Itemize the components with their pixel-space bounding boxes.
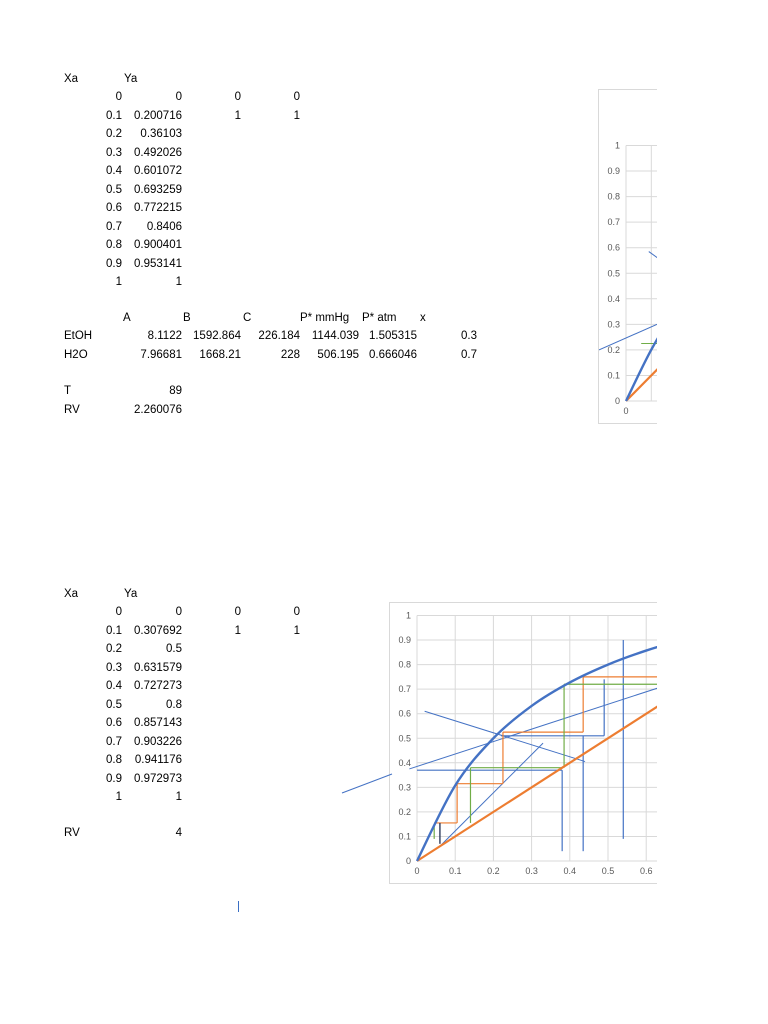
sheet1-cell-r9c1[interactable]: 0.953141 [134,257,182,270]
chart1-ytick: 0.3 [607,319,620,330]
sheet1-antoine-r0c3[interactable]: 226.184 [258,330,300,342]
sheet1-antoine-r0c4[interactable]: 1144.039 [311,330,359,342]
chart2-ytick: 0 [405,856,411,866]
operating-line-extension [342,774,392,793]
sheet2-cell-r0c1[interactable]: 0 [175,606,182,618]
sheet1-col-x[interactable]: x [420,312,426,324]
sheet2-cell-r6c0[interactable]: 0.6 [106,717,122,729]
sheet2-header-ya[interactable]: Ya [124,588,138,600]
chart2-xtick: 0.5 [601,866,615,876]
sheet2-cell-r7c1[interactable]: 0.903226 [134,735,182,748]
sheet1-col-patm[interactable]: P* atm [362,312,397,324]
chart2-xtick: 0.6 [639,866,653,876]
sheet1-col-c[interactable]: C [243,312,252,324]
chart1-ytick: 0.9 [607,166,620,177]
chart1-operating-line-2 [649,252,657,258]
sheet2-cell-r0c0[interactable]: 0 [115,606,122,618]
sheet1-cell-r0c3[interactable]: 0 [293,91,300,103]
chart2-xtick: 0.3 [525,866,538,876]
chart1-ytick: 0.7 [607,217,620,228]
chart2-ytick: 0.9 [398,635,411,646]
sheet1-antoine-r0c6[interactable]: 0.3 [461,330,477,342]
sheet1-col-pmmhg[interactable]: P* mmHg [300,312,350,324]
sheet2-cell-r9c0[interactable]: 0.9 [106,772,122,785]
sheet1-header-ya[interactable]: Ya [124,73,138,85]
sheet1-cell-r6c1[interactable]: 0.772215 [134,202,182,214]
sheet1-cell-r3c0[interactable]: 0.3 [106,146,122,159]
sheet1-param-label-1[interactable]: RV [64,403,80,416]
sheet1-param-value-0[interactable]: 89 [169,385,182,397]
sheet1-antoine-label-1[interactable]: H2O [64,348,88,361]
chart2-ytick: 0.1 [398,831,411,842]
chart2-xtick: 0 [414,866,420,876]
sheet1-cell-r4c1[interactable]: 0.601072 [134,165,182,177]
sheet1-cell-r5c0[interactable]: 0.5 [106,183,122,196]
sheet1-cell-r1c1[interactable]: 0.200716 [134,109,182,122]
sheet1-cell-r4c0[interactable]: 0.4 [106,165,122,177]
chart1-ytick: 0.8 [607,191,620,202]
sheet2-header-xa[interactable]: Xa [64,588,79,600]
chart2-xtick: 0.1 [448,866,462,876]
chart1-svg [599,90,657,423]
sheet2-cell-r6c1[interactable]: 0.857143 [134,717,182,729]
sheet1-cell-r8c1[interactable]: 0.900401 [134,239,182,251]
chart2-ytick: 1 [405,610,411,621]
sheet2-cell-r4c1[interactable]: 0.727273 [134,680,182,692]
sheet1-cell-r7c0[interactable]: 0.7 [106,220,122,233]
chart2-ytick: 0.6 [398,708,411,719]
sheet2-cell-r3c1[interactable]: 0.631579 [134,661,182,674]
sheet2-param-label-0[interactable]: RV [64,827,80,839]
chart2-feed-line [425,711,585,761]
chart1-ytick: 0 [614,396,620,406]
sheet1-cell-r0c1[interactable]: 0 [175,91,182,103]
sheet2-cell-r8c0[interactable]: 0.8 [106,754,122,766]
sheet2-cell-r5c1[interactable]: 0.8 [166,698,182,711]
sheet1-cell-r2c1[interactable]: 0.36103 [140,128,182,140]
sheet2-cell-r1c0[interactable]: 0.1 [106,624,122,637]
sheet1-cell-r1c0[interactable]: 0.1 [106,109,122,122]
sheet1-antoine-r1c2[interactable]: 1668.21 [199,348,241,361]
sheet1-param-label-0[interactable]: T [64,385,72,397]
chart1-ytick: 0.2 [607,344,620,355]
chart1[interactable] [598,89,657,424]
chart2-ytick: 0.3 [398,782,411,793]
sheet1-cell-r2c0[interactable]: 0.2 [106,128,122,140]
sheet2-cell-r5c0[interactable]: 0.5 [106,698,122,711]
sheet1-cell-r0c0[interactable]: 0 [115,91,122,103]
chart1-ytick: 0.4 [607,293,620,304]
sheet2-param-value-0[interactable]: 4 [175,827,182,839]
sheet1-antoine-r1c5[interactable]: 0.666046 [369,348,417,361]
sheet2-cell-r1c3[interactable]: 1 [293,624,300,637]
sheet2-cell-r2c0[interactable]: 0.2 [106,643,122,655]
sheet1-cell-r0c2[interactable]: 0 [234,91,241,103]
sheet1-col-a[interactable]: A [123,312,131,324]
chart1-ytick: 0.1 [607,370,620,381]
sheet1-cell-r3c1[interactable]: 0.492026 [134,146,182,159]
sheet1-antoine-r0c2[interactable]: 1592.864 [193,330,241,342]
sheet2-cell-r10c1[interactable]: 1 [175,791,182,803]
sheet2-cell-r8c1[interactable]: 0.941176 [134,754,182,766]
sheet2-cell-r7c0[interactable]: 0.7 [106,735,122,748]
sheet1-cell-r7c1[interactable]: 0.8406 [146,220,182,233]
sheet1-antoine-r0c5[interactable]: 1.505315 [369,330,417,342]
sheet1-cell-r1c3[interactable]: 1 [293,109,300,122]
sheet1-antoine-r1c3[interactable]: 228 [280,348,300,361]
sheet1-cell-r6c0[interactable]: 0.6 [106,202,122,214]
chart1-ytick: 0.6 [607,242,620,253]
sheet1-antoine-r1c6[interactable]: 0.7 [461,348,477,361]
chart2-xtick: 0.2 [487,866,500,876]
sheet1-cell-r9c0[interactable]: 0.9 [106,257,122,270]
chart2-ytick: 0.7 [398,684,411,695]
sheet2-cell-r2c1[interactable]: 0.5 [166,643,182,655]
sheet2-cell-r1c2[interactable]: 1 [234,624,241,637]
sheet1-cell-r10c0[interactable]: 1 [115,276,122,288]
sheet2-cell-r10c0[interactable]: 1 [115,791,122,803]
sheet1-cell-r8c0[interactable]: 0.8 [106,239,122,251]
sheet1-col-b[interactable]: B [183,312,191,324]
chart2-rectifying-line [409,677,657,769]
sheet2-cell-r1c1[interactable]: 0.307692 [134,624,182,637]
sheet1-antoine-label-0[interactable]: EtOH [64,330,93,342]
chart2-ytick: 0.8 [398,659,411,670]
chart1-ytick: 0.5 [607,268,620,279]
sheet1-header-xa[interactable]: Xa [64,73,79,85]
sheet2-cell-r0c3[interactable]: 0 [293,606,300,618]
chart2-ytick: 0.2 [398,806,411,817]
sheet1-param-value-1[interactable]: 2.260076 [134,403,182,416]
sheet1-antoine-r1c1[interactable]: 7.96681 [140,348,182,361]
sheet2-cell-r0c2[interactable]: 0 [234,606,241,618]
sheet1-antoine-r0c1[interactable]: 8.1122 [147,330,182,342]
chart2-xtick: 0.4 [563,866,577,876]
chart1-ytick: 1 [614,140,620,151]
sheet1-cell-r1c2[interactable]: 1 [234,109,241,122]
sheet2-cell-r3c0[interactable]: 0.3 [106,661,122,674]
sheet2-cell-r9c1[interactable]: 0.972973 [134,772,182,785]
sheet1-antoine-r1c4[interactable]: 506.195 [317,348,359,361]
sheet2-cell-r4c0[interactable]: 0.4 [106,680,122,692]
sheet1-cell-r5c1[interactable]: 0.693259 [134,183,182,196]
chart2[interactable] [389,602,657,884]
text-cursor [238,901,239,912]
chart1-xtick: 0 [623,406,629,416]
chart2-ytick: 0.4 [398,757,411,768]
sheet1-cell-r10c1[interactable]: 1 [175,276,182,288]
chart2-svg [390,603,657,883]
chart2-ytick: 0.5 [398,733,411,744]
